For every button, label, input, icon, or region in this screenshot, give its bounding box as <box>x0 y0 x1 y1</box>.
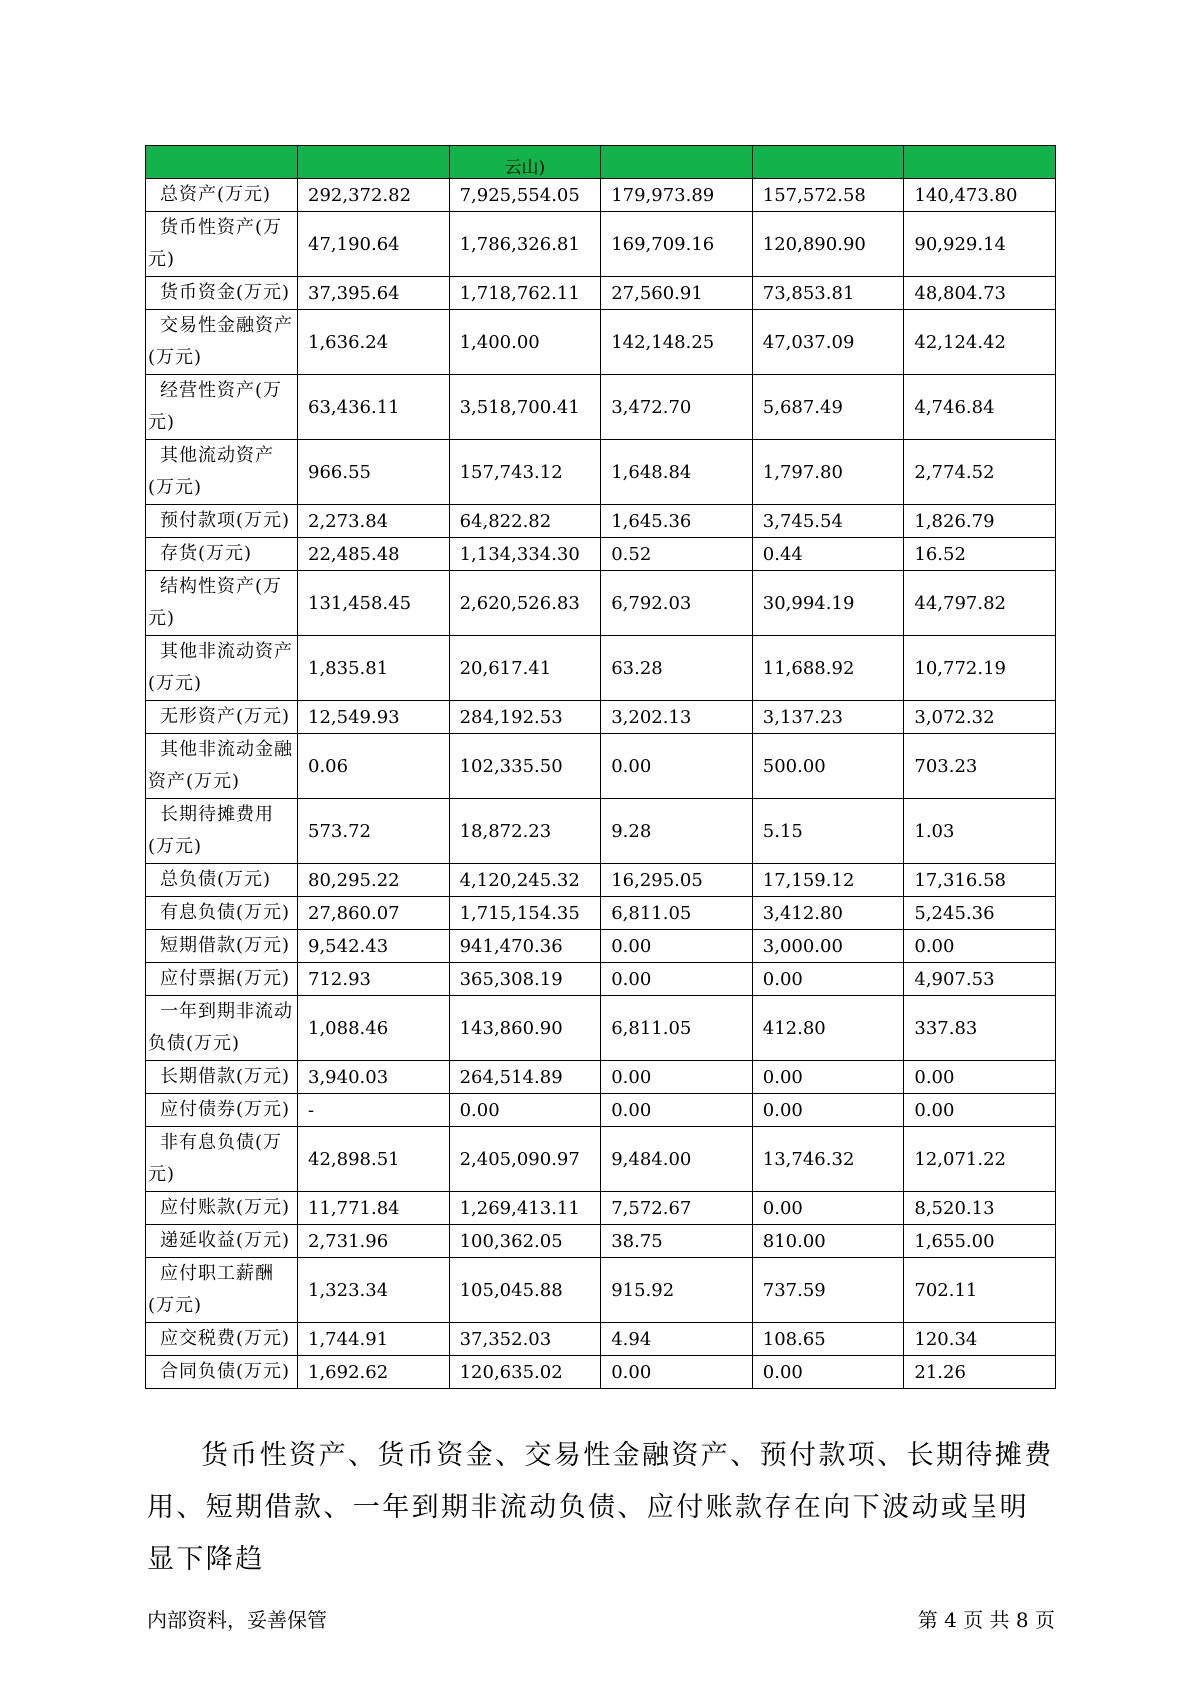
row-label <box>146 1323 298 1356</box>
table-row <box>146 179 1056 212</box>
table-cell: 2,405,090.97 <box>449 1127 601 1192</box>
row-label <box>146 1061 298 1094</box>
table-row <box>146 799 1056 864</box>
table-row <box>146 571 1056 636</box>
row-label <box>146 212 298 277</box>
table-row <box>146 1094 1056 1127</box>
row-label-text: 无形资产(万元) <box>160 706 291 727</box>
table-cell: 3,000.00 <box>752 930 904 963</box>
table-cell: 0.00 <box>904 1094 1056 1127</box>
table-cell: 1,692.62 <box>298 1356 450 1389</box>
table-cell: 30,994.19 <box>752 571 904 636</box>
table-cell: 20,617.41 <box>449 636 601 701</box>
table-cell: 131,458.45 <box>298 571 450 636</box>
row-label-text: 应付票据(万元) <box>160 968 291 989</box>
row-label-text: 应付债券(万元) <box>160 1099 291 1120</box>
table-cell: 6,811.05 <box>601 996 753 1061</box>
table-cell: 12,549.93 <box>298 701 450 734</box>
table-cell: 337.83 <box>904 996 1056 1061</box>
row-label-text: 货币性资产(万元) <box>148 217 283 270</box>
row-label <box>146 1192 298 1225</box>
table-cell: 0.52 <box>601 538 753 571</box>
table-row <box>146 701 1056 734</box>
table-cell: 10,772.19 <box>904 636 1056 701</box>
table-cell: 179,973.89 <box>601 179 753 212</box>
table-cell: 3,472.70 <box>601 375 753 440</box>
header-cell <box>298 146 450 179</box>
table-row <box>146 1225 1056 1258</box>
table-cell: 0.00 <box>601 930 753 963</box>
table-cell: 0.00 <box>752 1094 904 1127</box>
table-cell: 4.94 <box>601 1323 753 1356</box>
table-cell: 412.80 <box>752 996 904 1061</box>
table-cell: 157,572.58 <box>752 179 904 212</box>
row-label-text: 总负债(万元) <box>160 869 272 890</box>
table-cell: 12,071.22 <box>904 1127 1056 1192</box>
row-label-text: 应付账款(万元) <box>160 1197 291 1218</box>
table-cell: 1,134,334.30 <box>449 538 601 571</box>
table-row <box>146 897 1056 930</box>
table-cell: 1.03 <box>904 799 1056 864</box>
table-cell: 17,159.12 <box>752 864 904 897</box>
table-cell: 915.92 <box>601 1258 753 1323</box>
table-cell: 1,655.00 <box>904 1225 1056 1258</box>
header-cell <box>752 146 904 179</box>
table-cell: 13,746.32 <box>752 1127 904 1192</box>
row-label <box>146 1356 298 1389</box>
row-label-text: 货币资金(万元) <box>160 282 291 303</box>
row-label-text: 有息负债(万元) <box>160 902 291 923</box>
row-label-text: 应交税费(万元) <box>160 1328 291 1349</box>
table-body <box>146 146 1056 1389</box>
row-label-text: 经营性资产(万元) <box>148 380 283 433</box>
header-cell: 云山) <box>449 146 601 179</box>
table-cell: 0.00 <box>601 1061 753 1094</box>
table-cell: 1,835.81 <box>298 636 450 701</box>
table-row <box>146 636 1056 701</box>
row-label <box>146 505 298 538</box>
row-label-text: 短期借款(万元) <box>160 935 291 956</box>
table-cell: 500.00 <box>752 734 904 799</box>
row-label <box>146 930 298 963</box>
table-cell: 140,473.80 <box>904 179 1056 212</box>
row-label <box>146 897 298 930</box>
row-label-text: 其他非流动金融资产(万元) <box>148 739 293 792</box>
table-cell: 3,518,700.41 <box>449 375 601 440</box>
table-cell: 1,269,413.11 <box>449 1192 601 1225</box>
table-cell: 47,190.64 <box>298 212 450 277</box>
table-cell: 0.00 <box>904 930 1056 963</box>
table-cell: 966.55 <box>298 440 450 505</box>
table-cell: 2,620,526.83 <box>449 571 601 636</box>
table-cell: 1,645.36 <box>601 505 753 538</box>
header-cell <box>904 146 1056 179</box>
table-cell: 6,792.03 <box>601 571 753 636</box>
row-label-text: 预付款项(万元) <box>160 510 291 531</box>
table-cell: 27,860.07 <box>298 897 450 930</box>
table-cell: 16.52 <box>904 538 1056 571</box>
table-cell: 0.06 <box>298 734 450 799</box>
row-label <box>146 963 298 996</box>
row-label-text: 非有息负债(万元) <box>148 1132 283 1185</box>
table-cell: 2,273.84 <box>298 505 450 538</box>
header-cell <box>146 146 298 179</box>
table-row <box>146 864 1056 897</box>
table-cell: 1,826.79 <box>904 505 1056 538</box>
footer-page-number: 第 4 页 共 8 页 <box>917 1608 1055 1632</box>
table-cell: 4,746.84 <box>904 375 1056 440</box>
table-cell: 42,898.51 <box>298 1127 450 1192</box>
table-cell: 0.00 <box>601 1356 753 1389</box>
table-cell: 0.00 <box>601 963 753 996</box>
table-cell: 0.00 <box>752 1192 904 1225</box>
table-cell: 3,202.13 <box>601 701 753 734</box>
row-label-text: 长期借款(万元) <box>160 1066 291 1087</box>
table-row <box>146 1061 1056 1094</box>
table-cell: 0.44 <box>752 538 904 571</box>
table-cell: 47,037.09 <box>752 310 904 375</box>
table-cell: 42,124.42 <box>904 310 1056 375</box>
table-cell: 80,295.22 <box>298 864 450 897</box>
table-cell: 4,907.53 <box>904 963 1056 996</box>
table-cell: 108.65 <box>752 1323 904 1356</box>
row-label <box>146 179 298 212</box>
table-row <box>146 963 1056 996</box>
table-cell: 2,774.52 <box>904 440 1056 505</box>
row-label <box>146 277 298 310</box>
table-cell: 169,709.16 <box>601 212 753 277</box>
table-cell: 737.59 <box>752 1258 904 1323</box>
table-cell: 8,520.13 <box>904 1192 1056 1225</box>
row-label-text: 长期待摊费用(万元) <box>148 804 274 857</box>
table-cell: 120,635.02 <box>449 1356 601 1389</box>
table-cell: 0.00 <box>601 734 753 799</box>
table-row <box>146 440 1056 505</box>
row-label-text: 结构性资产(万元) <box>148 576 283 629</box>
table-cell: 2,731.96 <box>298 1225 450 1258</box>
table-cell: 90,929.14 <box>904 212 1056 277</box>
table-cell: 7,572.67 <box>601 1192 753 1225</box>
table-cell: 38.75 <box>601 1225 753 1258</box>
table-cell: 21.26 <box>904 1356 1056 1389</box>
table-cell: 712.93 <box>298 963 450 996</box>
table-cell: 1,718,762.11 <box>449 277 601 310</box>
table-cell: 1,786,326.81 <box>449 212 601 277</box>
table-cell: 3,137.23 <box>752 701 904 734</box>
table-cell: 9,542.43 <box>298 930 450 963</box>
table-cell: 142,148.25 <box>601 310 753 375</box>
row-label-text: 存货(万元) <box>160 543 253 564</box>
table-cell: 5,245.36 <box>904 897 1056 930</box>
table-cell: 284,192.53 <box>449 701 601 734</box>
table-cell: 9,484.00 <box>601 1127 753 1192</box>
table-row <box>146 1323 1056 1356</box>
table-cell: 102,335.50 <box>449 734 601 799</box>
paragraph-text: 货币性资产、货币资金、交易性金融资产、预付款项、长期待摊费用、短期借款、一年到期非流动负债、应付账款存在向下波动或呈明显下降趋 <box>147 1440 1054 1575</box>
table-row <box>146 375 1056 440</box>
table-cell: 37,352.03 <box>449 1323 601 1356</box>
table-cell: 264,514.89 <box>449 1061 601 1094</box>
footer-confidential-note: 内部资料，妥善保管 <box>147 1608 327 1632</box>
table-cell: 810.00 <box>752 1225 904 1258</box>
row-label <box>146 1094 298 1127</box>
table-cell: 143,860.90 <box>449 996 601 1061</box>
row-label-text: 应付职工薪酬(万元) <box>148 1263 274 1316</box>
table-cell: 702.11 <box>904 1258 1056 1323</box>
table-cell: 120,890.90 <box>752 212 904 277</box>
row-label <box>146 538 298 571</box>
row-label <box>146 636 298 701</box>
table-cell: 1,648.84 <box>601 440 753 505</box>
table-cell: 7,925,554.05 <box>449 179 601 212</box>
table-cell: 3,940.03 <box>298 1061 450 1094</box>
row-label-text: 交易性金融资产(万元) <box>148 315 293 368</box>
table-cell: 365,308.19 <box>449 963 601 996</box>
table-cell: 1,088.46 <box>298 996 450 1061</box>
table-cell: 44,797.82 <box>904 571 1056 636</box>
row-label-text: 合同负债(万元) <box>160 1361 291 1382</box>
table-cell: 5,687.49 <box>752 375 904 440</box>
table-cell: 1,715,154.35 <box>449 897 601 930</box>
financial-data-table <box>145 145 1056 1389</box>
table-row <box>146 734 1056 799</box>
table-row <box>146 277 1056 310</box>
table-cell: 1,797.80 <box>752 440 904 505</box>
table-row <box>146 1356 1056 1389</box>
table-cell: 17,316.58 <box>904 864 1056 897</box>
row-label-text: 一年到期非流动负债(万元) <box>148 1001 293 1054</box>
row-label <box>146 440 298 505</box>
table-cell: 73,853.81 <box>752 277 904 310</box>
table-cell: 4,120,245.32 <box>449 864 601 897</box>
table-cell: 941,470.36 <box>449 930 601 963</box>
row-label-text: 其他非流动资产(万元) <box>148 641 293 694</box>
row-label <box>146 799 298 864</box>
table-cell: 11,771.84 <box>298 1192 450 1225</box>
table-cell: - <box>298 1094 450 1127</box>
table-cell: 16,295.05 <box>601 864 753 897</box>
row-label <box>146 1258 298 1323</box>
table-cell: 0.00 <box>601 1094 753 1127</box>
table-cell: 9.28 <box>601 799 753 864</box>
row-label <box>146 996 298 1061</box>
row-label <box>146 310 298 375</box>
table-cell: 37,395.64 <box>298 277 450 310</box>
table-cell: 105,045.88 <box>449 1258 601 1323</box>
table-row <box>146 212 1056 277</box>
row-label-text: 总资产(万元) <box>160 184 272 205</box>
row-label <box>146 701 298 734</box>
table-cell: 63,436.11 <box>298 375 450 440</box>
table-row <box>146 1192 1056 1225</box>
header-cell <box>601 146 753 179</box>
row-label-text: 递延收益(万元) <box>160 1230 291 1251</box>
table-row <box>146 996 1056 1061</box>
table-cell: 3,745.54 <box>752 505 904 538</box>
table-cell: 63.28 <box>601 636 753 701</box>
table-cell: 1,323.34 <box>298 1258 450 1323</box>
table-cell: 157,743.12 <box>449 440 601 505</box>
table-cell: 0.00 <box>752 963 904 996</box>
table-cell: 1,636.24 <box>298 310 450 375</box>
table-cell: 292,372.82 <box>298 179 450 212</box>
table-row <box>146 930 1056 963</box>
table-cell: 48,804.73 <box>904 277 1056 310</box>
row-label <box>146 375 298 440</box>
table-row <box>146 1258 1056 1323</box>
table-cell: 64,822.82 <box>449 505 601 538</box>
table-cell: 0.00 <box>449 1094 601 1127</box>
table-row <box>146 538 1056 571</box>
table-cell: 3,412.80 <box>752 897 904 930</box>
body-paragraph <box>147 1430 1057 1586</box>
table-cell: 100,362.05 <box>449 1225 601 1258</box>
row-label <box>146 864 298 897</box>
table-row <box>146 310 1056 375</box>
table-cell: 1,400.00 <box>449 310 601 375</box>
table-cell: 0.00 <box>752 1061 904 1094</box>
table-cell: 573.72 <box>298 799 450 864</box>
table-cell: 0.00 <box>904 1061 1056 1094</box>
table-header-row <box>146 146 1056 179</box>
table-row <box>146 505 1056 538</box>
table-cell: 120.34 <box>904 1323 1056 1356</box>
table-cell: 6,811.05 <box>601 897 753 930</box>
table-cell: 3,072.32 <box>904 701 1056 734</box>
table-cell: 1,744.91 <box>298 1323 450 1356</box>
row-label <box>146 1127 298 1192</box>
row-label-text: 其他流动资产(万元) <box>148 445 274 498</box>
table-cell: 5.15 <box>752 799 904 864</box>
table-cell: 0.00 <box>752 1356 904 1389</box>
table-cell: 27,560.91 <box>601 277 753 310</box>
table-cell: 22,485.48 <box>298 538 450 571</box>
row-label <box>146 571 298 636</box>
row-label <box>146 734 298 799</box>
table-cell: 18,872.23 <box>449 799 601 864</box>
row-label <box>146 1225 298 1258</box>
table-cell: 703.23 <box>904 734 1056 799</box>
table-row <box>146 1127 1056 1192</box>
table-cell: 11,688.92 <box>752 636 904 701</box>
